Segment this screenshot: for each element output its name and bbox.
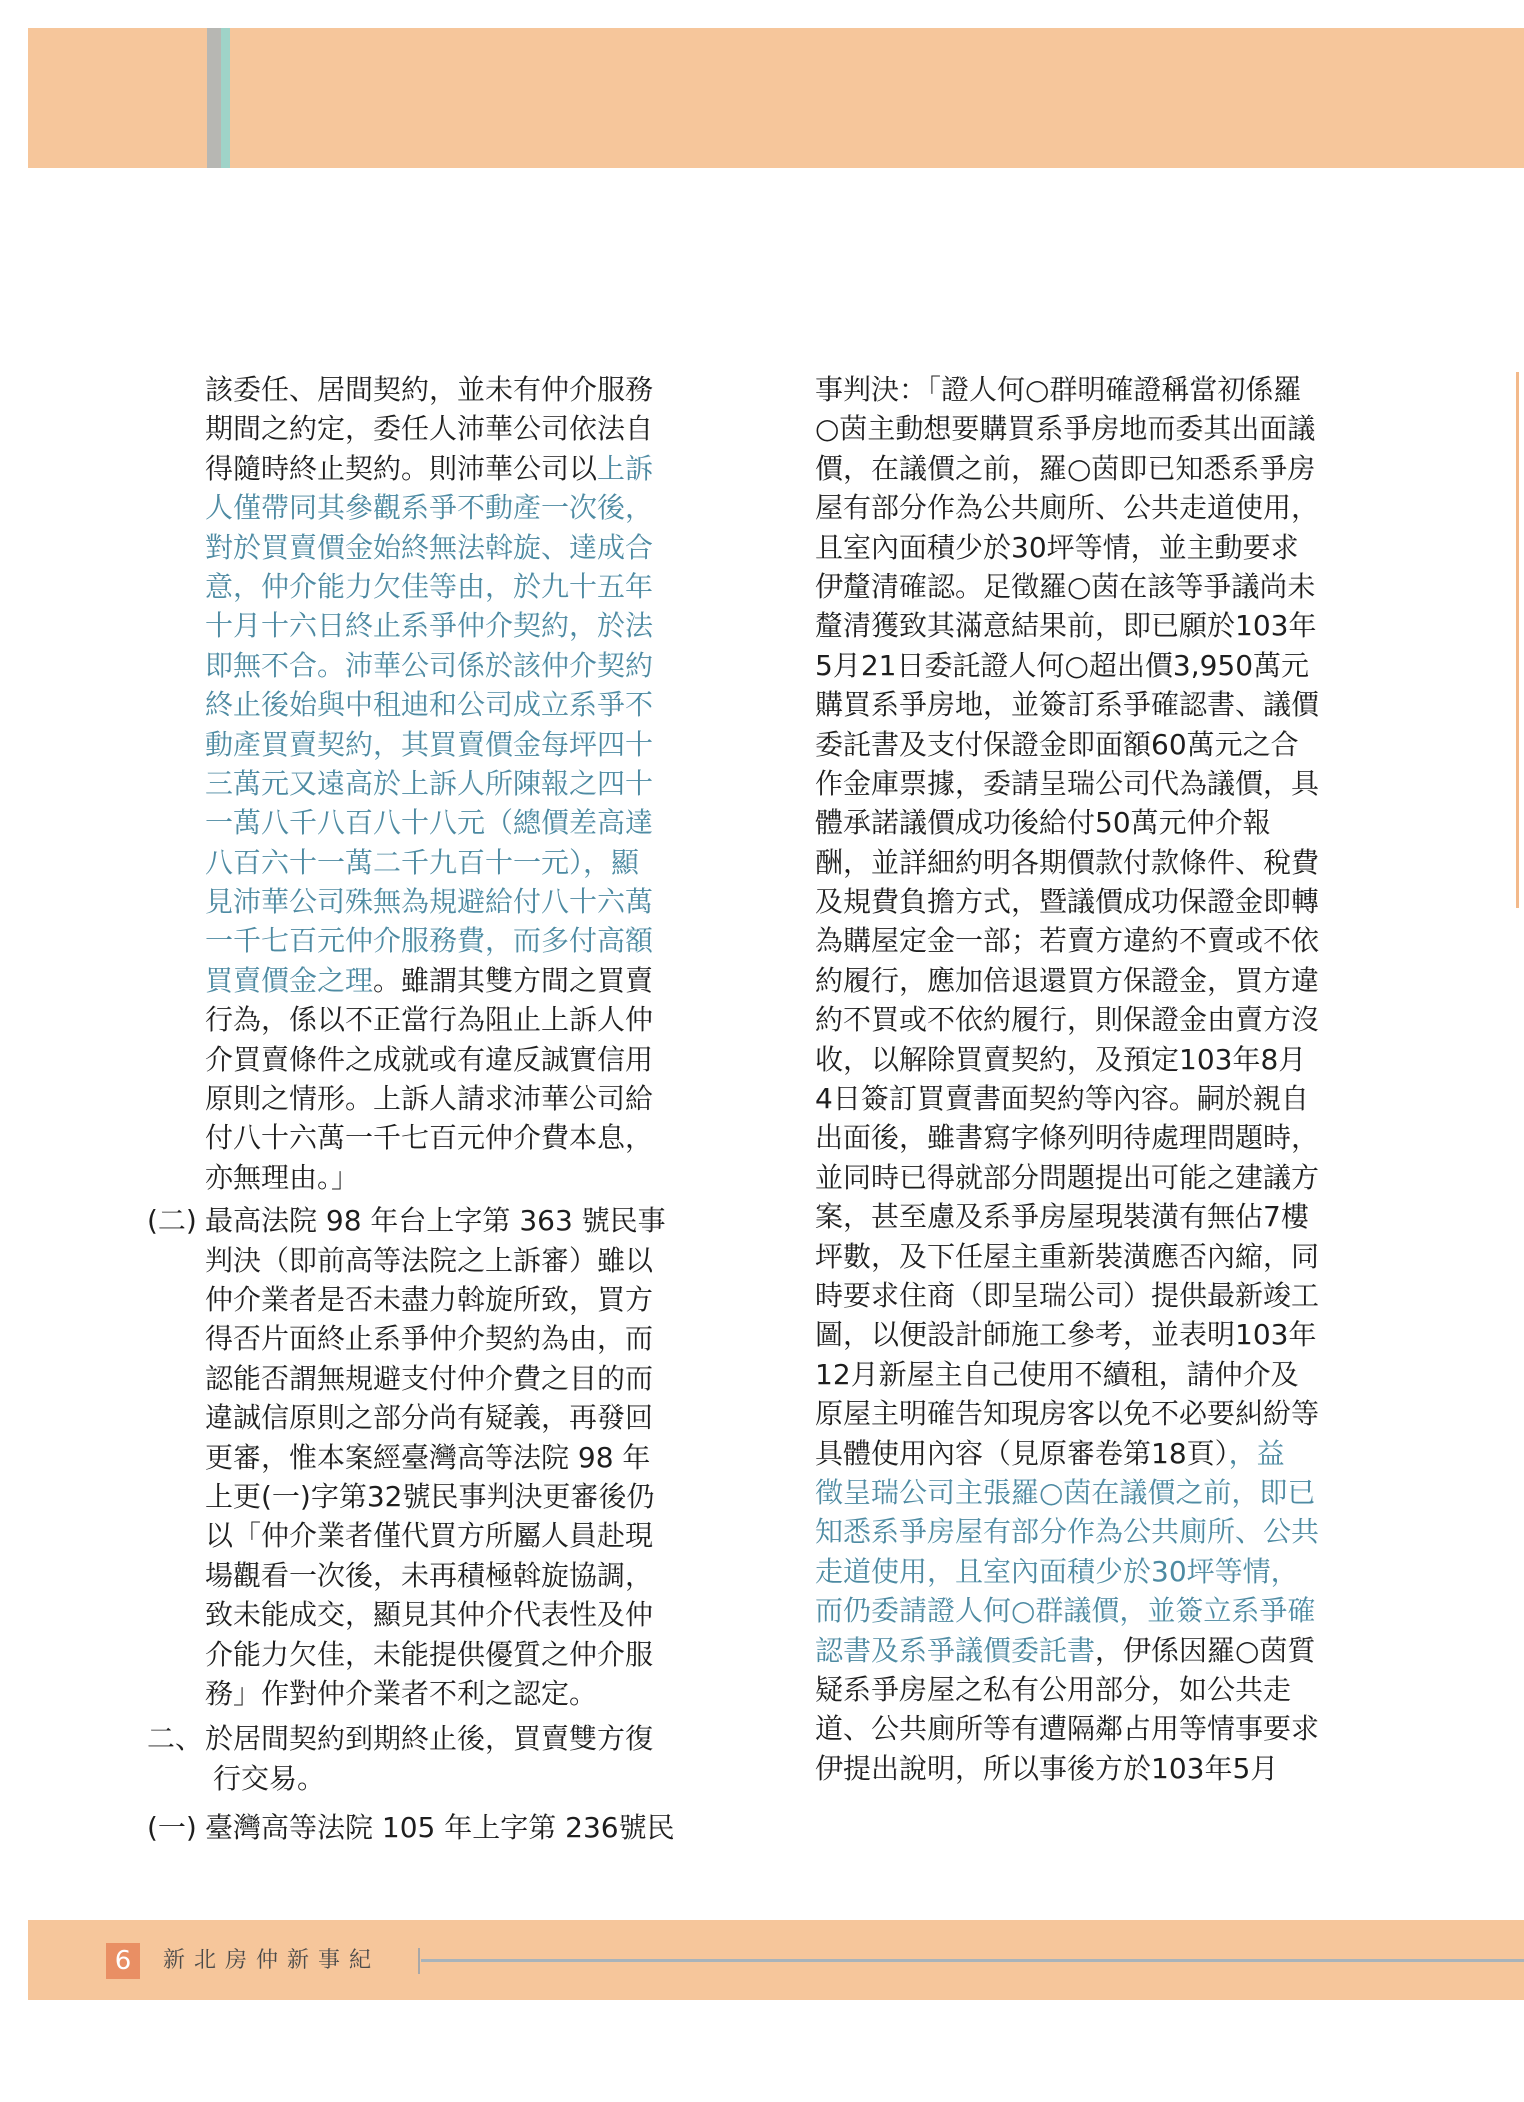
list-label: (一) xyxy=(147,1811,197,1845)
text-segment: 伊釐清確認。足徵羅○茵在該等爭議尚未 xyxy=(815,569,1316,603)
text-segment: 付八十六萬一千七百元仲介費本息， xyxy=(205,1121,654,1155)
text-segment: 委託書及支付保證金即面額60萬元之合 xyxy=(815,727,1299,761)
text-segment: 屋有部分作為公共廁所、公共走道使用， xyxy=(815,491,1320,525)
text-segment: 該委任、居間契約，並未有仲介服務 xyxy=(205,373,654,406)
text-line xyxy=(205,1516,765,1555)
text-line xyxy=(205,1040,765,1079)
text-segment: 終止後始與中租迪和公司成立系爭不 xyxy=(205,688,654,722)
text-segment: 12月新屋主自己使用不續租，請仲介及 xyxy=(815,1357,1299,1391)
text-segment: 判決（即前高等法院之上訴審）雖以 xyxy=(205,1243,654,1277)
text-line xyxy=(815,528,1375,567)
text-segment: 亦無理由。」 xyxy=(205,1160,360,1194)
text-segment: 且室內面積少於30坪等情，並主動要求 xyxy=(815,530,1299,564)
text-segment: 得隨時終止契約。則沛華公司以 xyxy=(205,451,598,485)
text-segment: 徵呈瑞公司主張羅○茵在議價之前，即已 xyxy=(815,1475,1316,1509)
text-segment: 行交易。 xyxy=(213,1761,326,1795)
text-segment: 酬，並詳細約明各期價款付款條件、稅費 xyxy=(815,845,1320,879)
right-paragraph xyxy=(815,370,1375,1788)
text-line xyxy=(205,725,765,764)
text-segment: ，伊係因羅○茵質 xyxy=(1095,1633,1316,1667)
text-segment: 以「仲介業者僅代買方所屬人員赴現 xyxy=(205,1519,654,1553)
text-line xyxy=(815,961,1375,1000)
text-line xyxy=(205,1477,765,1516)
text-segment: 道、公共廁所等有遭隔鄰占用等情事要求 xyxy=(815,1712,1320,1746)
text-line xyxy=(815,1315,1375,1354)
text-line xyxy=(815,488,1375,527)
text-segment: 伊提出說明，所以事後方於103年5月 xyxy=(815,1751,1279,1785)
text-line xyxy=(205,606,765,645)
text-line xyxy=(815,1079,1375,1118)
text-segment: 收，以解除買賣契約，及預定103年8月 xyxy=(815,1042,1307,1076)
text-line xyxy=(205,488,765,527)
text-segment: 意，仲介能力欠佳等由，於九十五年 xyxy=(205,569,654,603)
text-line xyxy=(815,764,1375,803)
text-segment: 見沛華公司殊無為規避給付八十六萬 xyxy=(205,885,654,919)
text-line xyxy=(815,1473,1375,1512)
text-line xyxy=(205,1635,765,1674)
text-segment: 違誠信原則之部分尚有疑義，再發回 xyxy=(205,1401,654,1435)
right-edge-line xyxy=(1516,372,1519,908)
text-segment: 價，在議價之前，羅○茵即已知悉系爭房 xyxy=(815,451,1316,485)
text-segment: 動產買賣契約，其買賣價金每坪四十 xyxy=(205,727,654,761)
footer-rule xyxy=(421,1959,1524,1962)
text-line xyxy=(205,1759,765,1798)
text-segment: 仲介業者是否未盡力斡旋所致，買方 xyxy=(205,1282,654,1316)
text-segment: 知悉系爭房屋有部分作為公共廁所、公共 xyxy=(815,1515,1320,1549)
text-segment: 走道使用，且室內面積少於30坪等情， xyxy=(815,1554,1299,1588)
text-line xyxy=(205,803,765,842)
text-segment: 及規費負擔方式，暨議價成功保證金即轉 xyxy=(815,885,1320,919)
text-segment: 對於買賣價金始終無法斡旋、達成合 xyxy=(205,530,654,564)
text-segment: 更審，惟本案經臺灣高等法院 98 年 xyxy=(205,1440,651,1474)
text-line xyxy=(205,1674,765,1713)
section-2 xyxy=(147,1719,765,1798)
page-number: 6 xyxy=(106,1943,140,1979)
text-line xyxy=(205,764,765,803)
header-band xyxy=(28,28,1524,168)
text-segment: 案，甚至慮及系爭房屋現裝潢有無佔7樓 xyxy=(815,1200,1309,1234)
text-segment: 為購屋定金一部；若賣方違約不賣或不依 xyxy=(815,924,1320,958)
text-line xyxy=(815,1355,1375,1394)
text-line xyxy=(815,1000,1375,1039)
magazine-title: 新北房仲新事紀 xyxy=(163,1948,381,1973)
text-segment: 上訴 xyxy=(597,451,654,485)
text-segment: 務」作對仲介業者不利之認定。 xyxy=(205,1676,598,1710)
text-segment: 圖，以便設計師施工參考，並表明103年 xyxy=(815,1318,1317,1352)
text-line xyxy=(815,1040,1375,1079)
text-line xyxy=(205,1118,765,1157)
text-line xyxy=(205,449,765,488)
section-label: 二、 xyxy=(147,1722,204,1756)
text-segment: 約履行，應加倍退還買方保證金，買方違 xyxy=(815,963,1320,997)
text-line xyxy=(815,1276,1375,1315)
text-segment: 認書及系爭議價委託書 xyxy=(815,1633,1096,1667)
text-line xyxy=(815,449,1375,488)
text-line xyxy=(205,685,765,724)
text-line xyxy=(815,1670,1375,1709)
text-segment: 原則之情形。上訴人請求沛華公司給 xyxy=(205,1082,654,1116)
header-stripe-teal xyxy=(221,28,230,168)
text-segment: 介能力欠佳，未能提供優質之仲介服 xyxy=(205,1637,654,1671)
list-label: (二) xyxy=(147,1204,197,1238)
text-line xyxy=(205,528,765,567)
text-segment: 最高法院 98 年台上字第 363 號民事 xyxy=(205,1204,666,1238)
footer-rule-tick xyxy=(418,1948,420,1974)
text-line xyxy=(815,1434,1375,1473)
text-line xyxy=(205,921,765,960)
text-segment: 體承諾議價成功後給付50萬元仲介報 xyxy=(815,806,1271,840)
text-segment: 買賣價金之理 xyxy=(205,963,374,997)
text-line xyxy=(815,1512,1375,1551)
text-line xyxy=(815,921,1375,960)
text-segment: 約不買或不依約履行，則保證金由賣方沒 xyxy=(815,1003,1320,1037)
text-line xyxy=(205,1438,765,1477)
text-segment: 八百六十一萬二千九百十一元），顯 xyxy=(205,845,640,879)
text-segment: 介買賣條件之成就或有違反誠實信用 xyxy=(205,1042,654,1076)
text-line xyxy=(205,1280,765,1319)
text-segment: ○茵主動想要購買系爭房地而委其出面議 xyxy=(815,412,1316,446)
text-line xyxy=(205,567,765,606)
text-line xyxy=(815,1394,1375,1433)
text-line xyxy=(815,843,1375,882)
text-segment: 十月十六日終止系爭仲介契約，於法 xyxy=(205,609,654,643)
text-segment: 三萬元又遠高於上訴人所陳報之四十 xyxy=(205,766,654,800)
text-line xyxy=(815,803,1375,842)
text-line xyxy=(205,1556,765,1595)
text-segment: 於居間契約到期終止後，買賣雙方復 xyxy=(205,1722,654,1756)
text-segment: 並同時已得就部分問題提出可能之建議方 xyxy=(815,1160,1320,1194)
text-line xyxy=(815,1158,1375,1197)
text-line xyxy=(147,1719,765,1758)
text-line xyxy=(815,1631,1375,1670)
text-line xyxy=(815,1591,1375,1630)
text-line xyxy=(815,370,1375,409)
text-segment: 致未能成交，顯見其仲介代表性及仲 xyxy=(205,1598,654,1632)
text-segment: 購買系爭房地，並簽訂系爭確認書、議價 xyxy=(815,688,1320,722)
text-segment: 疑系爭房屋之私有公用部分，如公共走 xyxy=(815,1672,1292,1706)
text-line xyxy=(205,1241,765,1280)
text-segment: ，益 xyxy=(1228,1436,1285,1470)
text-line xyxy=(205,1398,765,1437)
text-line xyxy=(205,1359,765,1398)
text-line xyxy=(815,1709,1375,1748)
text-line xyxy=(147,1201,765,1240)
text-line xyxy=(815,725,1375,764)
text-segment: 得否片面終止系爭仲介契約為由，而 xyxy=(205,1322,654,1356)
text-segment: 人僅帶同其參觀系爭不動產一次後， xyxy=(205,491,654,525)
text-line xyxy=(815,1237,1375,1276)
text-line xyxy=(815,646,1375,685)
right-column xyxy=(815,370,1375,1788)
text-segment: 原屋主明確告知現房客以免不必要糾紛等 xyxy=(815,1397,1320,1431)
text-line xyxy=(205,961,765,1000)
text-segment: 上更(一)字第32號民事判決更審後仍 xyxy=(205,1479,655,1513)
text-line xyxy=(205,1319,765,1358)
text-line xyxy=(205,882,765,921)
text-segment: 即無不合。沛華公司係於該仲介契約 xyxy=(205,648,654,682)
list-item-2 xyxy=(147,1201,765,1713)
text-line xyxy=(205,843,765,882)
text-segment: 一萬八千八百八十八元（總價差高達 xyxy=(205,806,654,840)
text-segment: 作金庫票據，委請呈瑞公司代為議價，具 xyxy=(815,766,1320,800)
text-segment: 認能否謂無規避支付仲介費之目的而 xyxy=(205,1361,654,1395)
text-line xyxy=(205,1079,765,1118)
text-line xyxy=(147,1808,765,1847)
text-line xyxy=(815,1552,1375,1591)
text-segment: 而仍委請證人何○群議價，並簽立系爭確 xyxy=(815,1594,1316,1628)
text-segment: 事判決：「證人何○群明確證稱當初係羅 xyxy=(815,373,1302,406)
text-segment: 期間之約定，委任人沛華公司依法自 xyxy=(205,412,654,446)
text-line xyxy=(815,685,1375,724)
text-line xyxy=(205,1158,765,1197)
text-segment: 場觀看一次後，未再積極斡旋協調， xyxy=(205,1558,654,1592)
text-line xyxy=(205,1000,765,1039)
text-segment: 坪數，及下任屋主重新裝潢應否內縮，同 xyxy=(815,1239,1320,1273)
text-line xyxy=(815,1118,1375,1157)
text-segment: 時要求住商（即呈瑞公司）提供最新竣工 xyxy=(815,1278,1320,1312)
text-segment: 一千七百元仲介服務費，而多付高額 xyxy=(205,924,654,958)
text-line xyxy=(815,567,1375,606)
text-segment: 4日簽訂買賣書面契約等內容。嗣於親自 xyxy=(815,1082,1309,1116)
text-line xyxy=(815,882,1375,921)
text-line xyxy=(205,646,765,685)
text-line xyxy=(815,409,1375,448)
left-paragraph-1 xyxy=(205,370,765,1197)
text-line xyxy=(815,1197,1375,1236)
text-line xyxy=(205,370,765,409)
text-segment: 行為，係以不正當行為阻止上訴人仲 xyxy=(205,1003,654,1037)
text-line xyxy=(815,1749,1375,1788)
text-line xyxy=(205,1595,765,1634)
text-segment: 具體使用內容（見原審卷第18頁） xyxy=(815,1436,1229,1470)
text-line xyxy=(815,606,1375,645)
header-stripe-gray xyxy=(207,28,221,168)
text-segment: 釐清獲致其滿意結果前，即已願於103年 xyxy=(815,609,1317,643)
list-item-3-1 xyxy=(147,1808,765,1847)
text-segment: 。雖謂其雙方間之買賣 xyxy=(373,963,654,997)
text-segment: 出面後，雖書寫字條列明待處理問題時， xyxy=(815,1121,1320,1155)
text-line xyxy=(205,409,765,448)
left-column xyxy=(147,370,765,1847)
text-segment: 5月21日委託證人何○超出價3,950萬元 xyxy=(815,648,1310,682)
text-segment: 臺灣高等法院 105 年上字第 236號民 xyxy=(205,1811,675,1845)
